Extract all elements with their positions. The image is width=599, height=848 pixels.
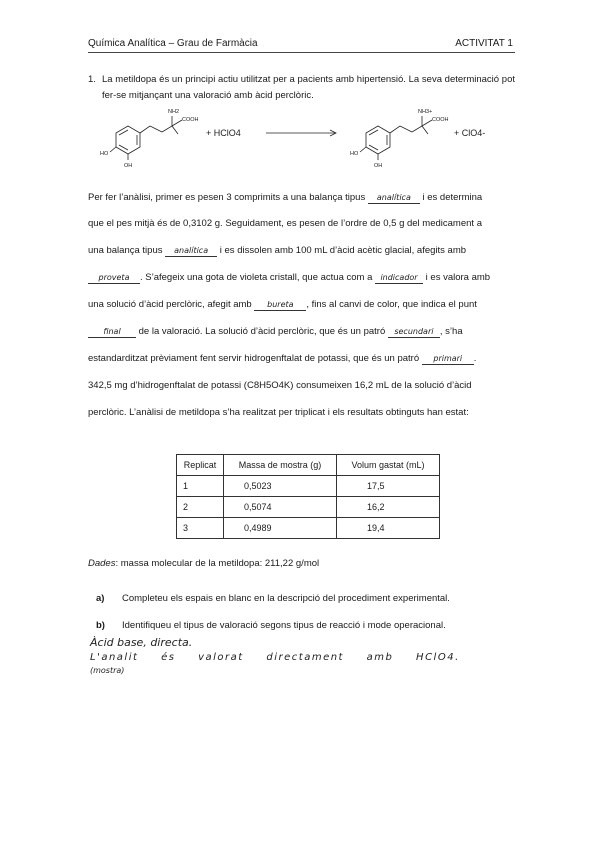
reaction-scheme [88,104,515,174]
procedure-text: i es valora amb [425,272,491,283]
procedure-line-8: 342,5 mg d’hidrogenftalat de potassi (C8H5O4K) consumeixen 16,2 mL de la solució d’àcid [88,380,472,391]
table-header-row [177,455,440,476]
blank-standard-type-1: secundari [388,327,440,338]
column-header-volum: Volum gastat (mL) [337,455,440,476]
procedure-line-2: que el pes mitjà és de 0,3102 g. Seguidament, es pesen de l’ordre de 0,5 g del medicament a [88,218,482,229]
blank-balance-type-1: analítica [368,193,420,204]
header-divider [88,52,515,53]
procedure-text: de la valoració. La solució d’àcid perclòric, que és un patró [138,326,386,337]
procedure-text: una balança tipus [88,245,163,256]
procedure-text: . [473,353,477,364]
reactant-nh2-label: NH2 [168,109,180,115]
cell-volum: 16,2 [337,497,440,518]
procedure-text: i es determina [422,192,483,203]
procedure-line-3 [88,243,515,259]
blank-balance-type-2: analítica [165,246,217,257]
reactant-ho-label: HO [100,151,109,157]
procedure-line-5 [88,297,515,313]
given-data [88,558,319,569]
task-b-text: Identifiqueu el tipus de valoració segons tipus de reacció i mode operacional. [122,620,446,631]
header-course-title: Química Analítica – Grau de Farmàcia [88,38,258,49]
given-data-label: Dades [88,558,116,569]
reagent-hclo4: + HClO4 [206,128,241,138]
handwritten-answer-line-1: Àcid base, directa. [90,636,193,649]
blank-indicator: indicador [375,273,423,284]
product-nh3-label: NH3+ [418,109,433,115]
cell-massa: 0,4989 [224,518,337,539]
task-b-label: b) [96,620,105,631]
blank-point-type: final [88,327,136,338]
question-1 [88,72,515,104]
table-row [177,518,440,539]
cell-replicat: 3 [177,518,224,539]
question-text: La metildopa és un principi actiu utilitzat per a pacients amb hipertensió. La seva determinació pot fer-se mitjançant una valoració amb àcid perclòric. [102,74,515,101]
procedure-text: estandarditzat prèviament fent servir hidrogenftalat de potassi, que és un patró [88,353,420,364]
procedure-text: , fins al canvi de color, que indica el punt [306,299,477,310]
task-a [96,593,450,604]
procedure-line-1 [88,190,515,206]
task-b [96,620,446,631]
cell-volum: 17,5 [337,476,440,497]
procedure-line-6 [88,324,515,340]
procedure-text: , s’ha [439,326,463,337]
blank-titration-tool: bureta [254,300,306,311]
procedure-text: una solució d’àcid perclòric, afegit amb [88,299,252,310]
blank-dispensing-tool: proveta [88,273,140,284]
column-header-replicat: Replicat [177,455,224,476]
header-activity-label: ACTIVITAT 1 [455,38,513,49]
cell-massa: 0,5074 [224,497,337,518]
question-number: 1. [88,74,96,85]
handwritten-answer-line-2: L'analit és valorat directament amb HClO4. [90,652,460,663]
task-a-text: Completeu els espais en blanc en la descripció del procediment experimental. [122,593,450,604]
task-a-label: a) [96,593,105,604]
reactant-cooh-label: COOH [182,117,199,123]
table-row [177,497,440,518]
procedure-text: i es dissolen amb 100 mL d’àcid acètic glacial, afegits amb [219,245,467,256]
procedure-text: . S’afegeix una gota de violeta cristall, que actua com a [140,272,373,283]
product-ho-label: HO [350,151,359,157]
blank-standard-type-2: primari [422,354,474,365]
procedure-text: Per fer l’anàlisi, primer es pesen 3 comprimits a una balança tipus [88,192,366,203]
cell-volum: 19,4 [337,518,440,539]
reactant-oh-label: OH [124,163,133,169]
product-clo4: + ClO4- [454,128,486,138]
product-cooh-label: COOH [432,117,449,123]
procedure-line-9: perclòric. L’anàlisi de metildopa s’ha realitzat per triplicat i els resultats obtinguts han estat: [88,407,469,418]
cell-replicat: 1 [177,476,224,497]
handwritten-answer-line-3: (mostra) [90,666,125,675]
cell-massa: 0,5023 [224,476,337,497]
given-data-text: : massa molecular de la metildopa: 211,22 g/mol [115,558,320,569]
product-oh-label: OH [374,163,383,169]
cell-replicat: 2 [177,497,224,518]
column-header-massa: Massa de mostra (g) [224,455,337,476]
procedure-line-4 [88,270,515,286]
procedure-line-7 [88,351,515,367]
table-row [177,476,440,497]
results-table [176,454,440,539]
